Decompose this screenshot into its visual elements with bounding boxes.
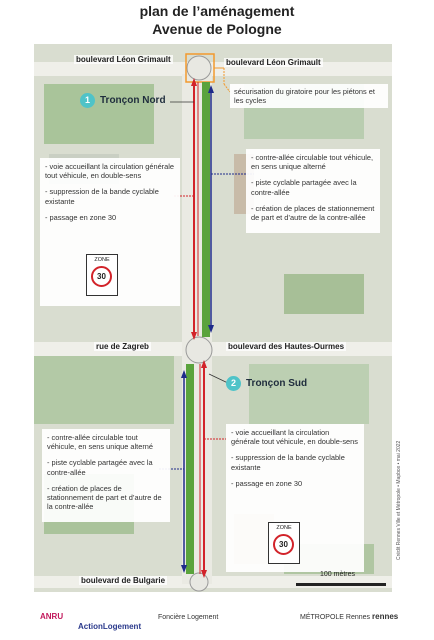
nord-left-item: - passage en zone 30 [45, 212, 117, 222]
giratoire-note: sécurisation du giratoire pour les piétons et les cycles [230, 84, 388, 108]
nord-left-item: - suppression de la bande cyclable existante [45, 187, 159, 206]
sud-right-item: - voie accueillant la circulation générale tout véhicule, en double-sens [231, 428, 358, 447]
troncon-sud-left-box [42, 429, 170, 522]
zone-sign-value: 30 [91, 266, 112, 287]
troncon-nord-badge: 1 [80, 93, 95, 108]
logo-metropole-rennes: MÉTROPOLE Rennes [300, 614, 371, 621]
logo-anru: ANRU [40, 612, 64, 621]
road-label-hautes-ourmes: boulevard des Hautes-Ourmes [228, 342, 345, 351]
road-label-zagreb: rue de Zagreb [96, 342, 149, 351]
troncon-nord-label: Tronçon Nord [100, 95, 166, 106]
zone-30-sign-nord [86, 254, 118, 296]
road-label-leon-grimault-east: boulevard Léon Grimault [226, 58, 321, 67]
nord-right-item: - contre-allée circulable tout véhicule, en sens unique alterné [251, 153, 374, 172]
troncon-sud-badge: 2 [226, 376, 241, 391]
nord-right-item: - création de places de stationnement de part et d’autre de la contre-allée [251, 203, 375, 223]
road-label-bulgarie: boulevard de Bulgarie [81, 576, 166, 585]
partner-logos [0, 604, 434, 640]
map-credit: Crédit Rennes Ville et Métropole • Mapbox • mai 2022 [396, 440, 402, 560]
scale-label: 100 mètres [320, 571, 356, 578]
sud-right-item: - passage en zone 30 [231, 478, 303, 488]
zone-sign-label: ZONE [276, 525, 292, 531]
sud-left-item: - contre-allée circulable tout véhicule, en sens unique alterné [47, 433, 154, 452]
zone-sign-label: ZONE [94, 257, 110, 263]
zone-30-sign-sud [268, 522, 300, 564]
troncon-nord-left-box [40, 158, 180, 306]
sud-left-item: - création de places de stationnement de part et d’autre de la contre-allée [47, 483, 162, 512]
nord-right-item: - piste cyclable partagée avec la contre-allée [251, 178, 357, 197]
logo-fonciere-logement: Foncière Logement [158, 614, 219, 621]
zone-sign-value: 30 [273, 534, 294, 555]
logo-action-logement: ActionLogement [78, 622, 142, 631]
road-label-leon-grimault-west: boulevard Léon Grimault [76, 55, 171, 64]
page-title-line1: plan de l’aménagement [139, 3, 295, 19]
troncon-sud-right-box [226, 424, 364, 572]
page-title-line2: Avenue de Pologne [152, 21, 282, 37]
nord-left-item: - voie accueillant la circulation générale tout véhicule, en double-sens [45, 162, 174, 181]
troncon-sud-label: Tronçon Sud [246, 378, 308, 389]
aerial-map[interactable] [34, 44, 392, 592]
sud-left-item: - piste cyclable partagée avec la contre-allée [47, 458, 153, 477]
sud-right-item: - suppression de la bande cyclable existante [231, 453, 345, 472]
logo-rennes: rennes [372, 612, 399, 621]
troncon-nord-right-box [246, 149, 380, 233]
